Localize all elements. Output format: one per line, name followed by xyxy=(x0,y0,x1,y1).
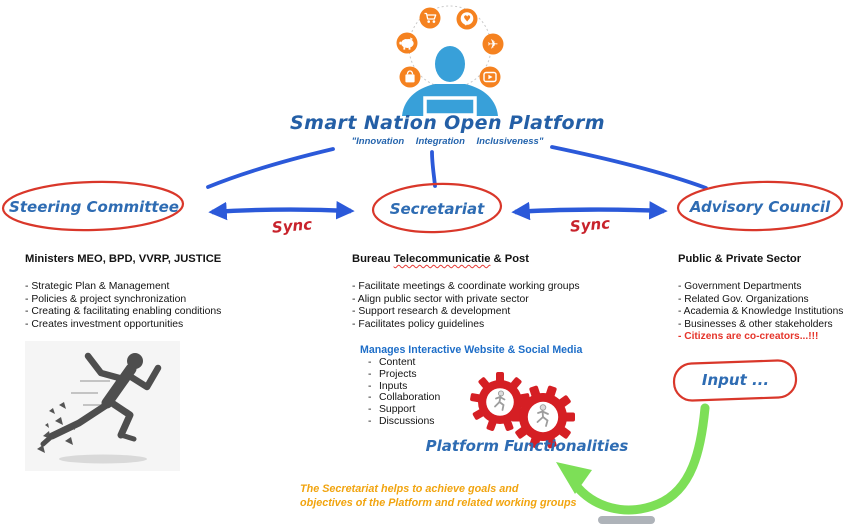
list-item: - Inputs xyxy=(368,380,408,392)
footnote-line-2: objectives of the Platform and related working groups xyxy=(300,496,577,509)
runner-illustration xyxy=(25,341,180,471)
list-item: - Support xyxy=(368,404,416,416)
secretariat-heading xyxy=(352,253,529,265)
secretariat-heading-suffix: & Post xyxy=(490,253,529,265)
advisory-heading: Public & Private Sector xyxy=(678,253,802,265)
sync-label-right: Sync xyxy=(569,214,611,236)
svg-text:✈: ✈ xyxy=(487,37,499,53)
list-item: - Support research & development xyxy=(352,306,511,318)
list-item: - Align public sector with private sector xyxy=(352,293,529,305)
node-advisory-council: Advisory Council xyxy=(689,198,831,216)
list-item: - Related Gov. Organizations xyxy=(678,293,809,305)
steering-heading: Ministers MEO, BPD, VVRP, JUSTICE xyxy=(25,253,222,265)
platform-graphic xyxy=(365,0,535,118)
sync-arrow-left xyxy=(212,210,351,212)
platform-functionalities-label: Platform Functionalities xyxy=(425,437,629,455)
svg-text:♥: ♥ xyxy=(463,14,471,25)
list-item: - Creates investment opportunities xyxy=(25,318,184,330)
airplane-icon xyxy=(483,34,504,55)
list-item: - Businesses & other stakeholders xyxy=(678,318,833,330)
list-item: - Strategic Plan & Management xyxy=(25,281,170,292)
secretariat-heading-prefix: Bureau xyxy=(352,253,394,265)
list-item: - Collaboration xyxy=(368,392,441,404)
shopping-bag-icon xyxy=(400,67,421,88)
list-item: - Government Departments xyxy=(678,281,802,292)
sync-label-left: Sync xyxy=(271,215,313,237)
node-secretariat: Secretariat xyxy=(389,200,485,218)
list-item: - Projects xyxy=(368,368,417,380)
cart-icon xyxy=(420,8,441,29)
bottom-bar-artifact xyxy=(598,516,655,524)
secretariat-heading-underlined: Telecommunicatie xyxy=(393,253,491,265)
secretariat-items xyxy=(352,281,580,331)
runner-image xyxy=(25,341,180,471)
connector-line-right xyxy=(552,147,706,188)
piggy-bank-icon xyxy=(397,33,418,54)
secretariat-footnote xyxy=(300,483,600,510)
page-subtitle: "Innovation Integration Inclusiveness" xyxy=(351,136,544,147)
steering-items xyxy=(25,281,221,331)
advisory-items xyxy=(678,281,843,344)
footnote-line-1: The Secretariat helps to achieve goals and xyxy=(300,483,519,495)
connector-line-center xyxy=(432,152,435,186)
video-play-icon xyxy=(480,67,501,88)
connector-line-left xyxy=(208,149,333,187)
list-item: - Facilitates policy guidelines xyxy=(352,318,485,330)
list-item: - Creating & facilitating enabling conditions xyxy=(25,306,222,318)
social-media-heading: Manages Interactive Website & Social Media xyxy=(360,344,583,356)
node-steering-committee: Steering Committee xyxy=(9,198,179,216)
sync-arrow-right xyxy=(515,210,664,212)
citizens-highlight-item: - Citizens are co-creators...!!! xyxy=(678,331,819,343)
page-title: Smart Nation Open Platform xyxy=(290,112,605,134)
chat-heart-icon xyxy=(457,9,478,30)
list-item: - Academia & Knowledge Institutions xyxy=(678,306,844,318)
social-media-items xyxy=(368,357,440,428)
list-item: - Discussions xyxy=(368,415,435,427)
list-item: - Facilitate meetings & coordinate working groups xyxy=(352,281,580,292)
input-label: Input ... xyxy=(701,371,770,389)
list-item: - Policies & project synchronization xyxy=(25,293,187,305)
list-item: - Content xyxy=(368,357,416,368)
